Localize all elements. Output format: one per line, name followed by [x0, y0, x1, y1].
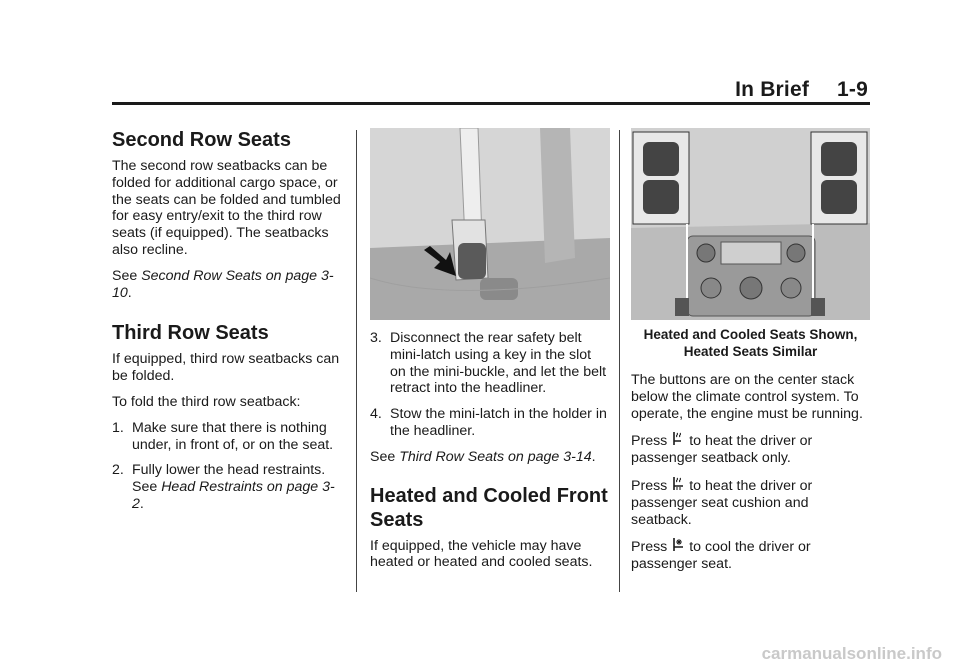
section-title: In Brief	[735, 78, 810, 101]
page-number: 1-9	[837, 78, 868, 101]
paragraph: If equipped, third row seatbacks can be folded.	[112, 351, 340, 385]
reference-link[interactable]: Second Row Seats on page 3-10	[112, 267, 334, 301]
heading-heated-cooled-seats: Heated and Cooled Front Seats	[370, 484, 608, 531]
paragraph: If equipped, the vehicle may have heated or heated and cooled seats.	[370, 537, 593, 571]
seatback-heat-icon	[671, 431, 685, 447]
step-number: 3.	[370, 330, 382, 346]
reference-link[interactable]: Third Row Seats on page 3-14	[399, 448, 592, 465]
see-label: See	[370, 448, 400, 465]
period: .	[591, 448, 596, 465]
step-text: Disconnect the rear safety belt mini-latch using a key in the slot on the mini-buckle, and let the belt retract into the headliner.	[390, 330, 607, 397]
column-divider	[356, 130, 357, 592]
paragraph: The second row seatbacks can be folded for additional cargo space, or the seats can be folded and tumbled for easy entry/exit to the third row seats (if equipped). The seatbacks also recline.	[112, 158, 341, 258]
list-item	[370, 406, 610, 440]
column-3	[631, 128, 870, 582]
watermark: carmanualsonline.info	[761, 644, 942, 663]
column-1	[112, 128, 344, 522]
press-label: Press	[631, 539, 668, 556]
list-item	[112, 462, 344, 512]
heading-third-row-seats: Third Row Seats	[112, 322, 269, 345]
period: .	[127, 284, 132, 301]
press-text: to cool the driver or passenger seat.	[631, 539, 811, 573]
column-divider	[619, 130, 620, 592]
paragraph: To fold the third row seatback:	[112, 393, 301, 410]
press-instruction	[631, 431, 870, 467]
press-text: to heat the driver or passenger seatback only.	[631, 433, 813, 467]
period: .	[139, 495, 144, 512]
see-label: See	[112, 267, 142, 284]
press-instruction	[631, 476, 870, 528]
figure-caption: Heated and Cooled Seats Shown, Heated Seats Similar	[643, 327, 858, 359]
see-reference	[112, 268, 344, 302]
column-2	[370, 128, 610, 580]
seat-belt-photo	[370, 128, 610, 320]
header-rule	[112, 102, 870, 105]
step-number: 1.	[112, 419, 124, 436]
heading-second-row-seats: Second Row Seats	[112, 129, 291, 151]
reference-link[interactable]: Head Restraints on page 3-2	[132, 479, 335, 512]
step-number: 4.	[370, 406, 382, 423]
step-text: Stow the mini-latch in the holder in the headliner.	[390, 406, 607, 439]
step-text	[132, 462, 344, 512]
seat-cool-icon	[671, 537, 685, 553]
press-instruction	[631, 537, 870, 573]
see-reference	[370, 449, 610, 466]
see-label: See	[132, 479, 162, 496]
step-number: 2.	[112, 462, 124, 479]
paragraph: The buttons are on the center stack below the climate control system. To operate, the engine must be running.	[631, 372, 863, 422]
list-item	[112, 420, 344, 454]
press-label: Press	[631, 433, 668, 450]
step-main: Fully lower the head restraints.	[132, 462, 326, 479]
list-item	[370, 330, 610, 397]
climate-control-photo	[631, 128, 870, 320]
running-header	[735, 78, 868, 102]
press-text: to heat the driver or passenger seat cushion and seatback.	[631, 477, 813, 528]
step-text: Make sure that there is nothing under, in front of, or on the seat.	[132, 419, 334, 453]
press-label: Press	[631, 477, 668, 494]
seat-cushion-heat-icon	[671, 476, 685, 492]
